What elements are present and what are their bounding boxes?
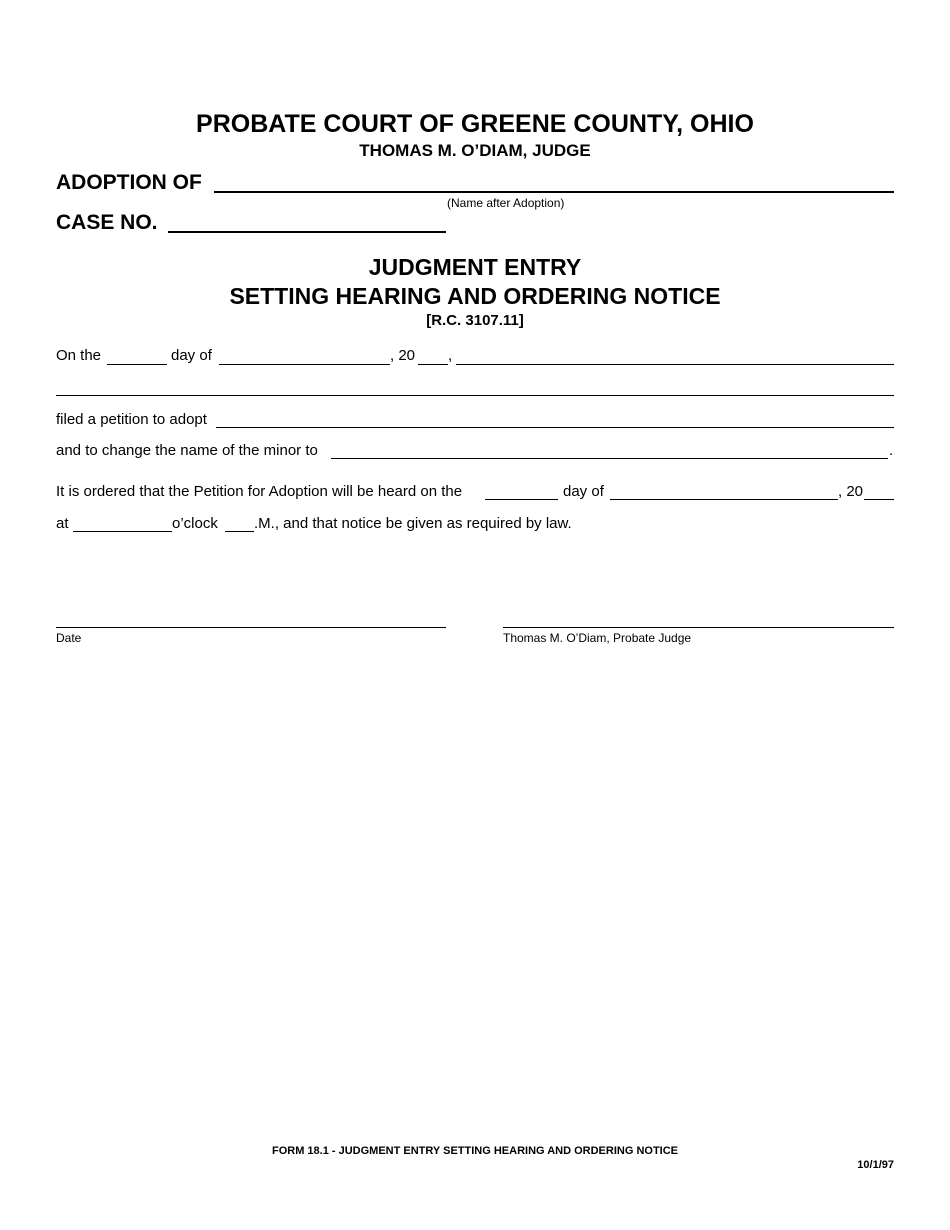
hearing-time-field[interactable] [73,531,172,532]
date-signature-line[interactable] [56,627,446,628]
hearing-year-prefix-text: , 20 [838,483,864,500]
case-no-label: CASE NO. [56,211,158,234]
on-the-text: On the [56,347,102,364]
comma-text: , [448,347,453,364]
footer-form-title: FORM 18.1 - JUDGMENT ENTRY SETTING HEARING AND ORDERING NOTICE [271,1145,678,1157]
oclock-text: o’clock [172,515,218,532]
filed-petition-text: filed a petition to adopt [56,411,207,428]
judge-signature-line[interactable] [503,627,894,628]
new-name-field[interactable] [331,458,888,459]
at-text: at [56,515,69,532]
notice-text: .M., and that notice be given as required by law. [254,515,572,532]
year-prefix-text: , 20 [390,347,416,364]
filing-day-field[interactable] [107,364,167,365]
am-pm-field[interactable] [225,531,254,532]
footer-revision-date: 10/1/97 [857,1159,894,1171]
case-number-field[interactable] [168,231,446,233]
adoption-of-label: ADOPTION OF [56,171,202,194]
statute-reference: [R.C. 3107.11] [426,312,524,329]
filing-year-field[interactable] [418,364,448,365]
hearing-day-field[interactable] [485,499,558,500]
change-name-text: and to change the name of the minor to [56,442,318,459]
judge-signature-label: Thomas M. O’Diam, Probate Judge [503,631,692,645]
minor-name-field[interactable] [216,427,894,428]
petitioner-name-field[interactable] [456,364,894,365]
period-text: . [889,442,894,459]
form-title-line1: JUDGMENT ENTRY [368,254,582,280]
date-label: Date [56,631,82,645]
hearing-year-field[interactable] [864,499,894,500]
petitioner-name-continued-field[interactable] [56,395,894,396]
hearing-month-field[interactable] [610,499,838,500]
hearing-day-of-text: day of [563,483,604,500]
ordered-text: It is ordered that the Petition for Adoption will be heard on the [56,483,463,500]
form-title-line2: SETTING HEARING AND ORDERING NOTICE [229,283,721,309]
day-of-text: day of [171,347,212,364]
adoption-name-field[interactable] [214,191,894,193]
adoption-name-hint: (Name after Adoption) [447,196,565,210]
judge-name: THOMAS M. O’DIAM, JUDGE [359,141,591,160]
filing-month-field[interactable] [219,364,390,365]
court-name: PROBATE COURT OF GREENE COUNTY, OHIO [196,110,754,138]
